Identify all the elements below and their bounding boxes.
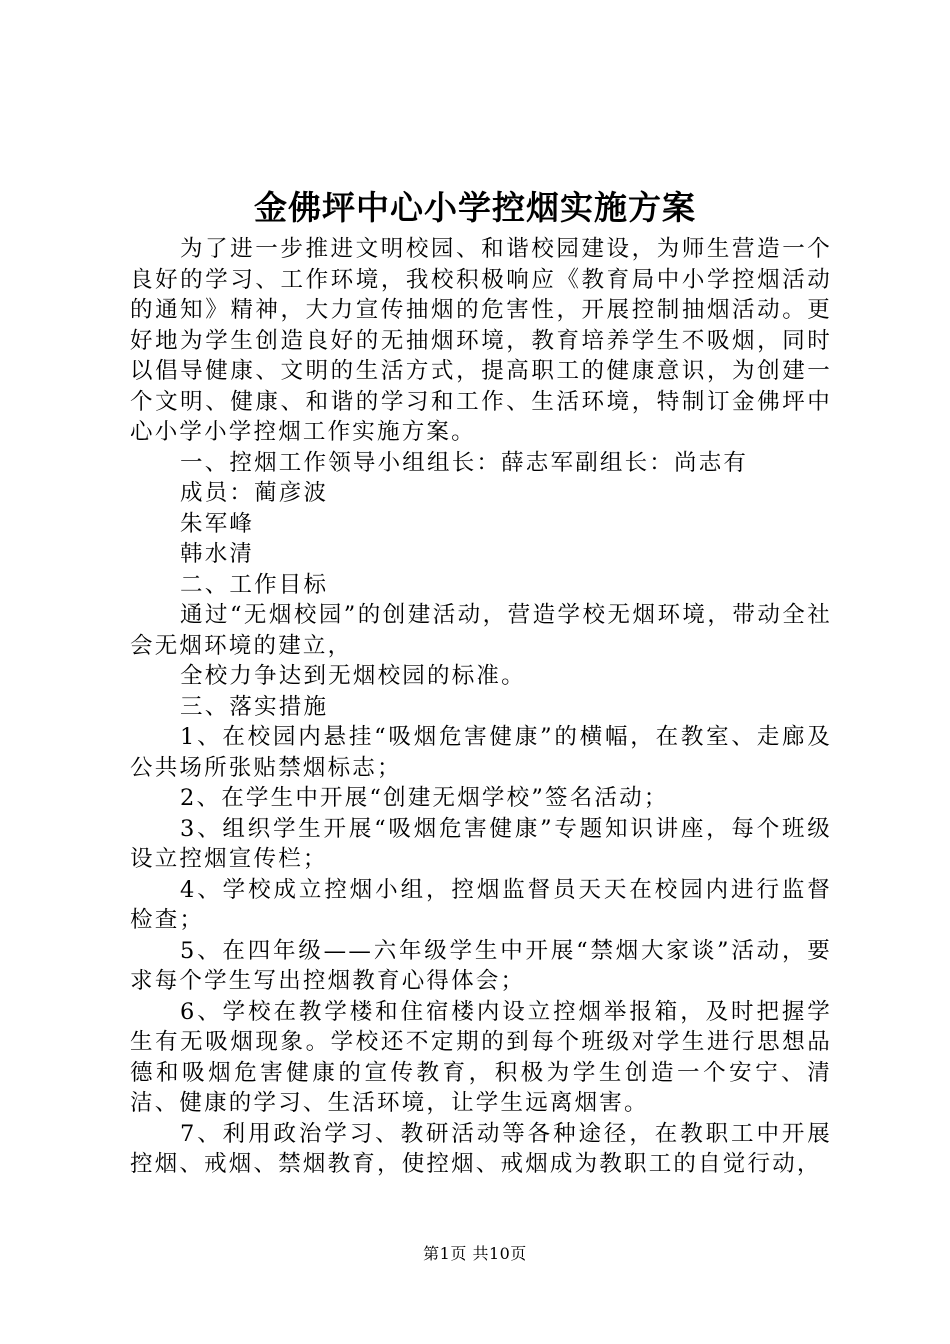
goals-paragraph: 通过“无烟校园”的创建活动，营造学校无烟环境，带动全社会无烟环境的建立， xyxy=(130,602,832,659)
document-title: 金佛坪中心小学控烟实施方案 xyxy=(254,188,696,227)
section-heading-goals: 二、工作目标 xyxy=(180,571,329,598)
member-name: 朱军峰 xyxy=(180,510,255,537)
measure-item: 4、学校成立控烟小组，控烟监督员天天在校园内进行监督检查； xyxy=(130,876,832,933)
measure-item: 1、在校园内悬挂“吸烟危害健康”的横幅，在教室、走廊及公共场所张贴禁烟标志； xyxy=(130,724,832,781)
section-heading-measures: 三、落实措施 xyxy=(180,693,329,720)
measure-item: 7、利用政治学习、教研活动等各种途径，在教职工中开展控烟、戒烟、禁烟教育，使控烟、戒烟成为教职工的自觉行动， xyxy=(130,1120,832,1177)
members-line: 成员：蔺彦波 xyxy=(180,480,329,506)
member-name: 韩水清 xyxy=(180,541,255,567)
measure-item: 2、在学生中开展“创建无烟学校”签名活动； xyxy=(180,785,669,811)
goals-paragraph: 全校力争达到无烟校园的标准。 xyxy=(180,663,526,689)
measure-item: 3、组织学生开展“吸烟危害健康”专题知识讲座，每个班级设立控烟宣传栏； xyxy=(130,815,832,872)
page-number: 第1页 共10页 xyxy=(423,1244,527,1263)
measure-item: 6、学校在教学楼和住宿楼内设立控烟举报箱，及时把握学生有无吸烟现象。学校还不定期的到每个班级对学生进行思想品德和吸烟危害健康的宣传教育，积极为学生创造一个安宁、清洁、健康的学习、生活环境，让学生远离烟害。 xyxy=(130,998,832,1116)
measure-item: 5、在四年级——六年级学生中开展“禁烟大家谈”活动，要求每个学生写出控烟教育心得体会； xyxy=(130,937,832,994)
document-body xyxy=(130,234,832,1180)
intro-paragraph: 为了进一步推进文明校园、和谐校园建设，为师生营造一个良好的学习、工作环境，我校积极响应《教育局中小学控烟活动的通知》精神，大力宣传抽烟的危害性，开展控制抽烟活动。更好地为学生创造良好的无抽烟环境，教育培养学生不吸烟，同时以倡导健康、文明的生活方式，提高职工的健康意识，为创建一个文明、健康、和谐的学习和工作、生活环境，特制订金佛坪中心小学小学控烟工作实施方案。 xyxy=(130,236,832,445)
section-leadership-group: 一、控烟工作领导小组组长：薛志军副组长：尚志有 xyxy=(180,449,749,476)
